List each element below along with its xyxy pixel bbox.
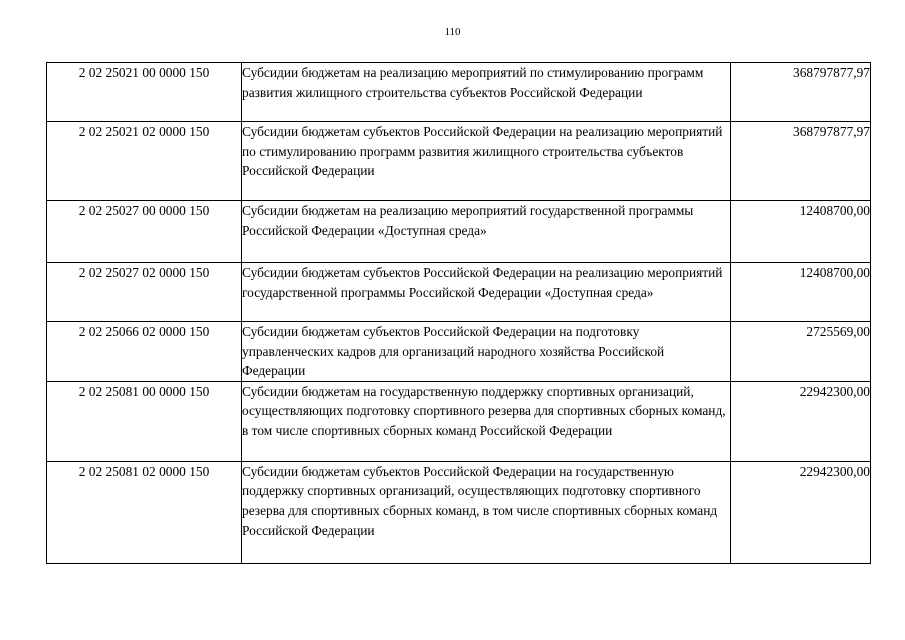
description-cell: Субсидии бюджетам на реализацию мероприятий по стимулированию программ развития жилищного строительства субъектов Российской Федерации <box>242 63 731 122</box>
revenue-code-cell: 2 02 25021 00 0000 150 <box>47 63 242 122</box>
amount-cell: 368797877,97 <box>731 63 871 122</box>
description-cell: Субсидии бюджетам субъектов Российской Федерации на реализацию мероприятий по стимулированию программ развития жилищного строительства субъектов Российской Федерации <box>242 122 731 201</box>
amount-cell: 2725569,00 <box>731 322 871 382</box>
revenue-code-cell: 2 02 25027 02 0000 150 <box>47 263 242 322</box>
description-cell: Субсидии бюджетам на реализацию мероприятий государственной программы Российской Федерации «Доступная среда» <box>242 201 731 263</box>
budget-revenue-table <box>46 62 871 564</box>
revenue-code-cell: 2 02 25081 02 0000 150 <box>47 461 242 563</box>
amount-cell: 22942300,00 <box>731 461 871 563</box>
revenue-code-cell: 2 02 25066 02 0000 150 <box>47 322 242 382</box>
table-row <box>47 63 871 122</box>
revenue-code-cell: 2 02 25081 00 0000 150 <box>47 381 242 461</box>
amount-cell: 368797877,97 <box>731 122 871 201</box>
revenue-code-cell: 2 02 25021 02 0000 150 <box>47 122 242 201</box>
page-number: 110 <box>444 26 461 38</box>
table-row <box>47 263 871 322</box>
table-row <box>47 381 871 461</box>
description-cell: Субсидии бюджетам на государственную поддержку спортивных организаций, осуществляющих подготовку спортивного резерва для спортивных сборных команд, в том числе спортивных сборных команд Российской Федерации <box>242 381 731 461</box>
table-row <box>47 201 871 263</box>
description-cell: Субсидии бюджетам субъектов Российской Федерации на подготовку управленческих кадров для организаций народного хозяйства Российской Федерации <box>242 322 731 382</box>
table-row <box>47 461 871 563</box>
amount-cell: 22942300,00 <box>731 381 871 461</box>
table-row <box>47 122 871 201</box>
description-cell: Субсидии бюджетам субъектов Российской Федерации на государственную поддержку спортивных организаций, осуществляющих подготовку спортивного резерва для спортивных сборных команд, в том числе спортивных сборных команд Российской Федерации <box>242 461 731 563</box>
amount-cell: 12408700,00 <box>731 263 871 322</box>
description-cell: Субсидии бюджетам субъектов Российской Федерации на реализацию мероприятий государственной программы Российской Федерации «Доступная среда» <box>242 263 731 322</box>
table-row <box>47 322 871 382</box>
amount-cell: 12408700,00 <box>731 201 871 263</box>
revenue-code-cell: 2 02 25027 00 0000 150 <box>47 201 242 263</box>
